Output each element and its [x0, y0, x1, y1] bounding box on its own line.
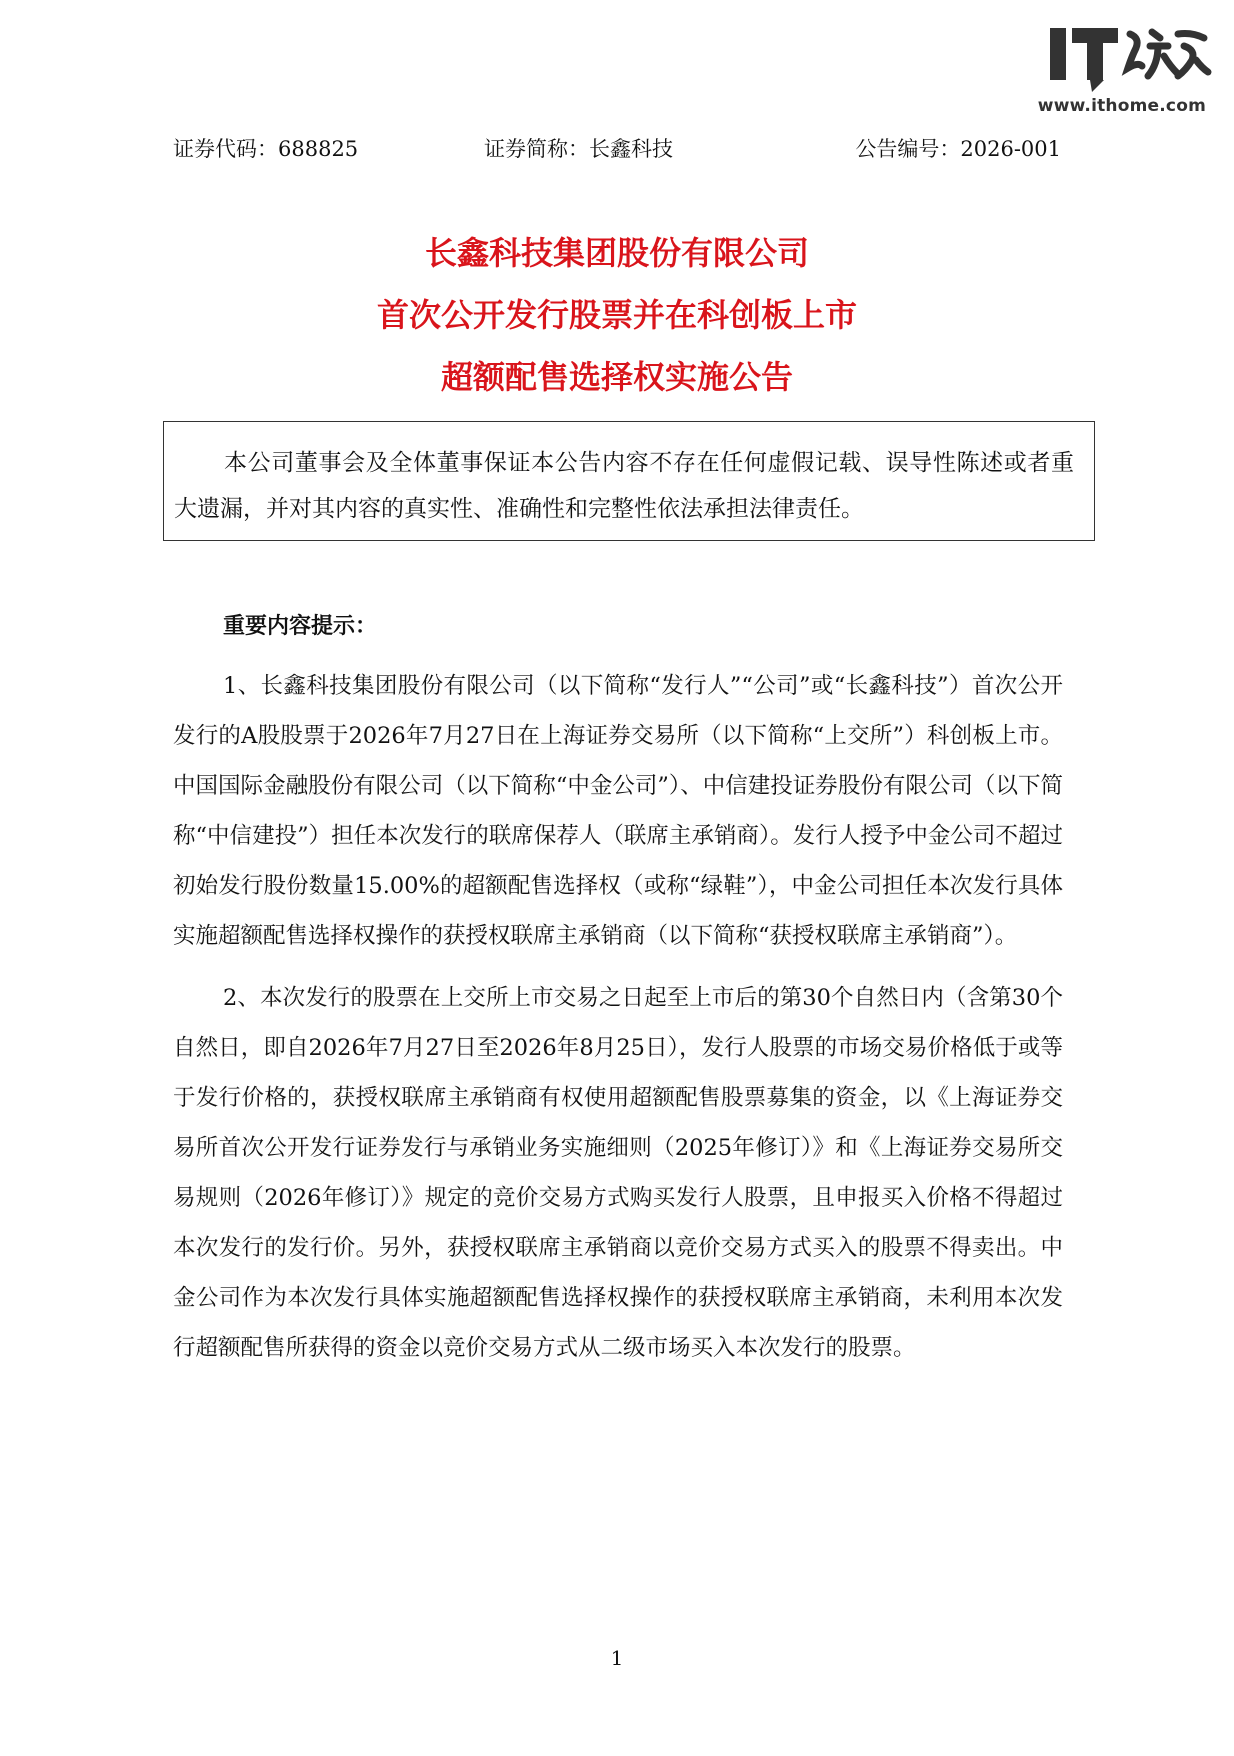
- title-line-3: 超额配售选择权实施公告: [440, 358, 793, 396]
- announcement-number: 公告编号：2026-001: [855, 137, 1061, 161]
- document-body: [173, 605, 1063, 1385]
- disclaimer-text: 本公司董事会及全体董事保证本公告内容不存在任何虚假记载、误导性陈述或者重大遗漏，并对其内容的真实性、准确性和完整性依法承担法律责任。: [174, 450, 1074, 522]
- document-title: [0, 222, 1234, 408]
- title-line-2: 首次公开发行股票并在科创板上市: [376, 296, 857, 334]
- paragraph-1: 1、长鑫科技集团股份有限公司（以下简称“发行人”“公司”或“长鑫科技”）首次公开发行的A股股票于2026年7月27日在上海证券交易所（以下简称“上交所”）科创板上市。中国国际金融股份有限公司（以下简称“中金公司”）、中信建投证券股份有限公司（以下简称“中信建投”）担任本次发行的联席保荐人（联席主承销商）。发行人授予中金公司不超过初始发行股份数量15.00%的超额配售选择权（或称“绿鞋”），中金公司担任本次发行具体实施超额配售选择权操作的获授权联席主承销商（以下简称“获授权联席主承销商”）。: [173, 673, 1063, 949]
- document-header: [173, 133, 1061, 163]
- page-number: 1: [610, 1646, 624, 1670]
- security-code: 证券代码：688825: [173, 137, 359, 161]
- disclaimer-box: [163, 421, 1095, 541]
- section-heading: 重要内容提示：: [223, 614, 378, 639]
- ithome-logo: [1037, 20, 1216, 120]
- ithome-logo-mark: [1046, 20, 1216, 96]
- paragraph-2: 2、本次发行的股票在上交所上市交易之日起至上市后的第30个自然日内（含第30个自然日，即自2026年7月27日至2026年8月25日），发行人股票的市场交易价格低于或等于发行价格的，获授权联席主承销商有权使用超额配售股票募集的资金，以《上海证券交易所首次公开发行证券发行与承销业务实施细则（2025年修订）》和《上海证券交易所交易规则（2026年修订）》规定的竞价交易方式购买发行人股票，且申报买入价格不得超过本次发行的发行价。另外，获授权联席主承销商以竞价交易方式买入的股票不得卖出。中金公司作为本次发行具体实施超额配售选择权操作的获授权联席主承销商，未利用本次发行超额配售所获得的资金以竞价交易方式从二级市场买入本次发行的股票。: [173, 985, 1063, 1361]
- logo-url: www.ithome.com: [1037, 96, 1206, 116]
- title-line-1: 长鑫科技集团股份有限公司: [424, 234, 809, 272]
- security-short-name: 证券简称：长鑫科技: [484, 137, 673, 161]
